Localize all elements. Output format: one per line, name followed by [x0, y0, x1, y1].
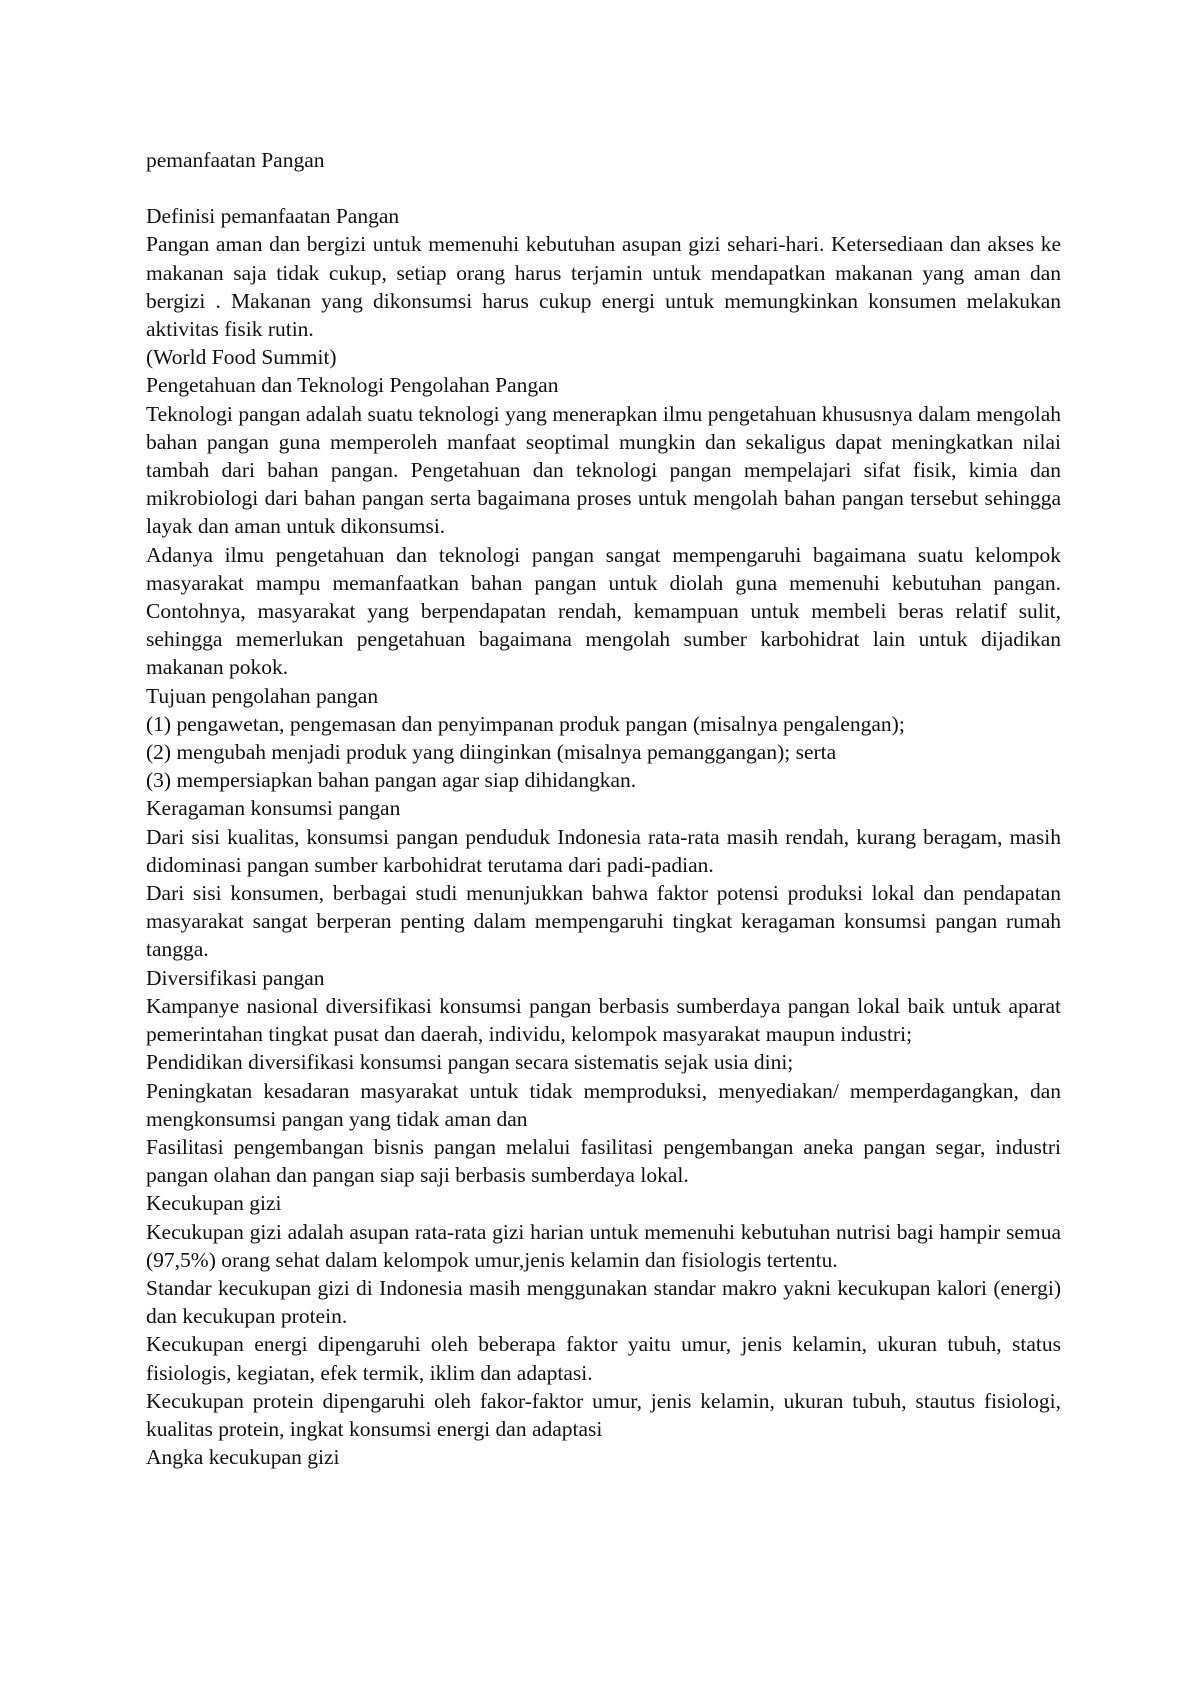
paragraph-p-teknologi: Teknologi pangan adalah suatu teknologi yang menerapkan ilmu pengetahuan khususnya dalam mengolah bahan pangan guna memperoleh manfaat seoptimal mungkin dan sekaligus dapat meningkatkan nilai tambah dari bahan pangan. Pengetahuan dan teknologi pangan mempelajari sifat fisik, kimia dan mikrobiologi dari bahan pangan serta bagaimana proses untuk mengolah bahan pangan tersebut sehingga layak dan aman untuk dikonsumsi. [146, 401, 1061, 539]
paragraph-p-kualitas: Dari sisi kualitas, konsumsi pangan penduduk Indonesia rata-rata masih rendah, kurang beragam, masih didominasi pangan sumber karbohidrat terutama dari padi-padian. [146, 824, 1061, 877]
list-item-li-2: (2) mengubah menjadi produk yang diinginkan (misalnya pemanggangan); serta [146, 740, 837, 765]
paragraph-p-fasilitasi: Fasilitasi pengembangan bisnis pangan melalui fasilitasi pengembangan aneka pangan segar, industri pangan olahan dan pangan siap saji berbasis sumberdaya lokal. [146, 1134, 1061, 1188]
section-heading-h-keragaman: Keragaman konsumsi pangan [146, 796, 401, 821]
section-heading-h-diversifikasi: Diversifikasi pangan [146, 965, 325, 990]
section-heading-h-pengetahuan: Pengetahuan dan Teknologi Pengolahan Pangan [146, 373, 559, 398]
paragraph-p-standar: Standar kecukupan gizi di Indonesia masih menggunakan standar makro yakni kecukupan kalori (energi) dan kecukupan protein. [146, 1275, 1061, 1329]
blank-line [146, 174, 1061, 202]
document-title: pemanfaatan Pangan [146, 148, 325, 172]
paragraph-p-kampanye: Kampanye nasional diversifikasi konsumsi pangan berbasis sumberdaya pangan lokal baik untuk aparat pemerintahan tingkat pusat dan daerah, individu, kelompok masyarakat maupun industri; [146, 993, 1061, 1047]
paragraph-p-peningkatan: Peningkatan kesadaran masyarakat untuk tidak memproduksi, menyediakan/ memperdagangkan, dan mengkonsumsi pangan yang tidak aman dan [146, 1078, 1061, 1131]
paragraph-p-definisi: Pangan aman dan bergizi untuk memenuhi kebutuhan asupan gizi sehari-hari. Ketersediaan dan akses ke makanan saja tidak cukup, setiap orang harus terjamin untuk mendapatkan makanan yang aman dan bergizi . Makanan yang dikonsumsi harus cukup energi untuk memungkinkan konsumen melakukan aktivitas fisik rutin. [146, 232, 1061, 342]
paragraph-p-kecukupan-def: Kecukupan gizi adalah asupan rata-rata gizi harian untuk memenuhi kebutuhan nutrisi bagi hampir semua (97,5%) orang sehat dalam kelompok umur,jenis kelamin dan fisiologis tertentu. [146, 1219, 1061, 1272]
paragraph-p-pendidikan: Pendidikan diversifikasi konsumsi pangan secara sistematis sejak usia dini; [146, 1050, 794, 1075]
paragraph-p-energi: Kecukupan energi dipengaruhi oleh beberapa faktor yaitu umur, jenis kelamin, ukuran tubuh, status fisiologis, kegiatan, efek termik, iklim dan adaptasi. [146, 1332, 1061, 1385]
section-heading-h-kecukupan: Kecukupan gizi [146, 1191, 282, 1216]
section-heading-h-definisi: Definisi pemanfaatan Pangan [146, 204, 400, 229]
document-body [146, 202, 1061, 1471]
document-page [146, 146, 1061, 1471]
list-item-li-1: (1) pengawetan, pengemasan dan penyimpanan produk pangan (misalnya pengalengan); [146, 711, 905, 736]
section-heading-h-angka: Angka kecukupan gizi [146, 1445, 340, 1470]
section-heading-h-tujuan: Tujuan pengolahan pangan [146, 683, 379, 708]
paragraph-p-konsumen: Dari sisi konsumen, berbagai studi menunjukkan bahwa faktor potensi produksi lokal dan pendapatan masyarakat sangat berperan penting dalam mempengaruhi tingkat keragaman konsumsi pangan rumah tangga. [146, 881, 1061, 962]
list-item-li-3: (3) mempersiapkan bahan pangan agar siap dihidangkan. [146, 768, 637, 793]
paragraph-p-protein: Kecukupan protein dipengaruhi oleh fakor-faktor umur, jenis kelamin, ukuran tubuh, stautus fisiologi, kualitas protein, ingkat konsumsi energi dan adaptasi [146, 1388, 1061, 1441]
section-heading-p-source: (World Food Summit) [146, 345, 337, 370]
paragraph-p-adanya: Adanya ilmu pengetahuan dan teknologi pangan sangat mempengaruhi bagaimana suatu kelompok masyarakat mampu memanfaatkan bahan pangan untuk diolah guna memenuhi kebutuhan pangan. Contohnya, masyarakat yang berpendapatan rendah, kemampuan untuk membeli beras relatif sulit, sehingga memerlukan pengetahuan bagaimana mengolah sumber karbohidrat lain untuk dijadikan makanan pokok. [146, 542, 1061, 680]
